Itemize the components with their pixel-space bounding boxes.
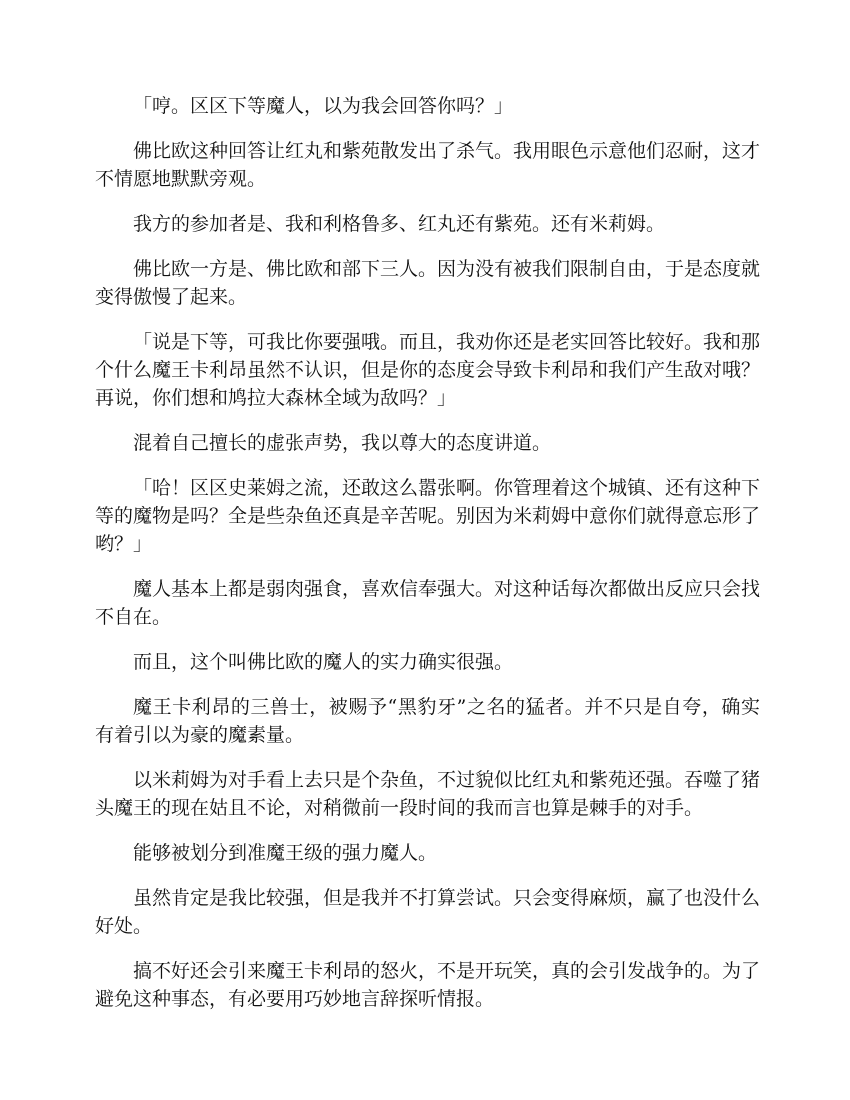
paragraph-6: 混着自己擅长的虚张声势，我以尊大的态度讲道。 [133, 432, 552, 454]
paragraph-9: 而且，这个叫佛比欧的魔人的实力确实很强。 [133, 651, 514, 673]
paragraph-3: 我方的参加者是、我和利格鲁多、红丸还有紫苑。还有米莉姆。 [133, 213, 666, 235]
paragraph-11: 以米莉姆为对手看上去只是个杂鱼，不过貌似比红丸和紫苑还强。吞噬了猪头魔王的现在姑且不论，对稍微前一段时间的我而言也算是棘手的对手。 [95, 769, 761, 819]
paragraph-2: 佛比欧这种回答让红丸和紫苑散发出了杀气。我用眼色示意他们忍耐，这才不情愿地默默旁观。 [95, 140, 761, 190]
paragraph-12: 能够被划分到准魔王级的强力魔人。 [133, 842, 438, 864]
paragraph-7: 「哈！区区史莱姆之流，还敢这么嚣张啊。你管理着这个城镇、还有这种下等的魔物是吗？全是些杂鱼还真是辛苦呢。别因为米莉姆中意你们就得意忘形了哟？」 [95, 477, 761, 555]
paragraph-13: 虽然肯定是我比较强，但是我并不打算尝试。只会变得麻烦，赢了也没什么好处。 [95, 887, 761, 937]
body-text [95, 92, 760, 1030]
paragraph-1: 「哼。区区下等魔人，以为我会回答你吗？」 [133, 95, 514, 117]
paragraph-5: 「说是下等，可我比你要强哦。而且，我劝你还是老实回答比较好。我和那个什么魔王卡利昂虽然不认识，但是你的态度会导致卡利昂和我们产生敌对哦？再说，你们想和鸠拉大森林全域为敌吗？」 [95, 331, 761, 409]
paragraph-14: 搞不好还会引来魔王卡利昂的怒火，不是开玩笑，真的会引发战争的。为了避免这种事态，有必要用巧妙地言辞探听情报。 [95, 960, 761, 1010]
paragraph-4: 佛比欧一方是、佛比欧和部下三人。因为没有被我们限制自由，于是态度就变得傲慢了起来。 [95, 258, 761, 308]
paragraph-10: 魔王卡利昂的三兽士，被赐予“黑豹牙”之名的猛者。并不只是自夸，确实有着引以为豪的魔素量。 [95, 696, 760, 746]
paragraph-8: 魔人基本上都是弱肉强食，喜欢信奉强大。对这种话每次都做出反应只会找不自在。 [95, 578, 761, 628]
